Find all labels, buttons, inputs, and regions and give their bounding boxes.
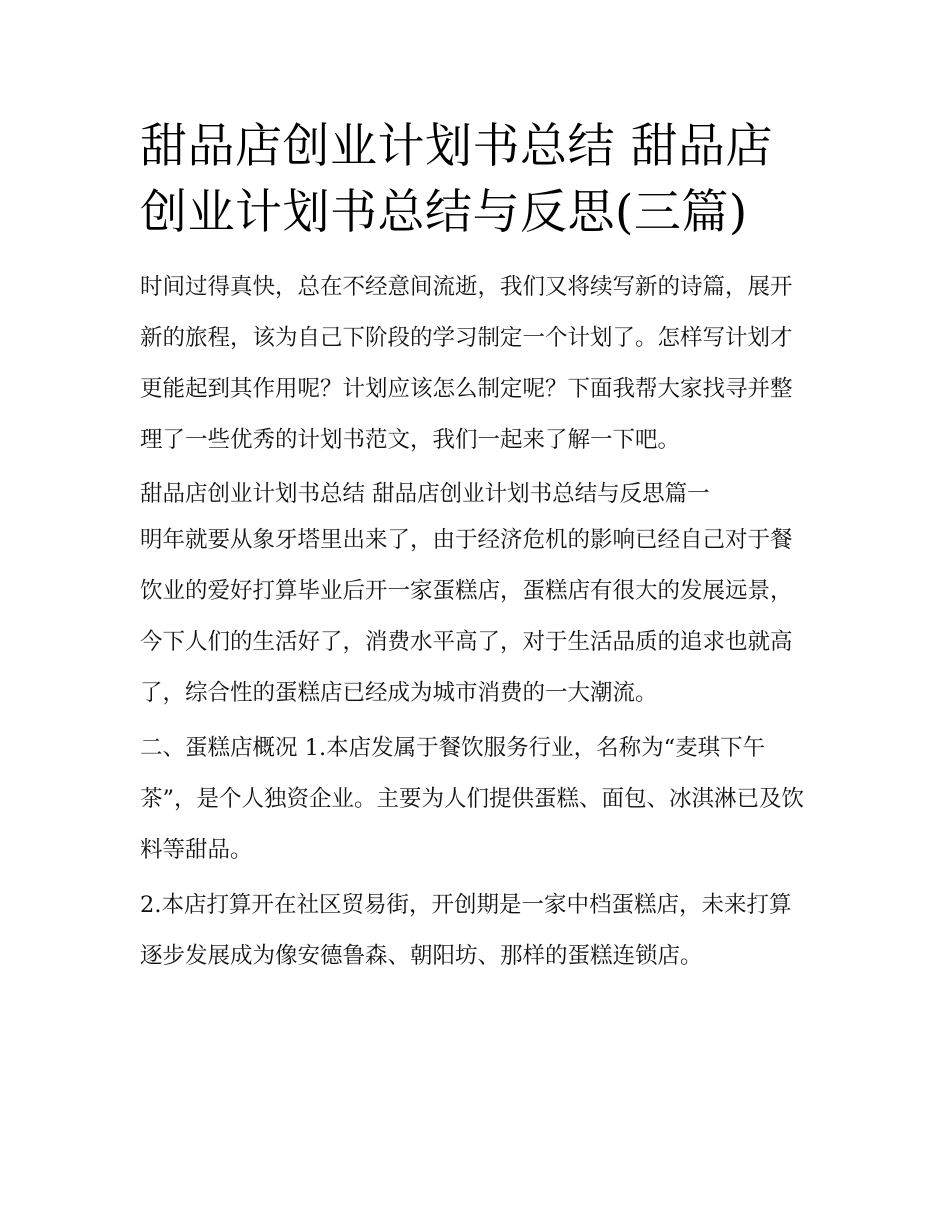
intro-paragraph: 时间过得真快，总在不经意间流逝，我们又将续写新的诗篇，展开新的旅程，该为自己下阶段的学习制定一个计划了。怎样写计划才更能起到其作用呢？计划应该怎么制定呢？下面我帮大家找寻并整理了一些优秀的计划书范文，我们一起来了解一下吧。 [140,274,793,453]
document-title: 甜品店创业计划书总结 甜品店创业计划书总结与反思(三篇) [140,119,773,240]
section-heading: 甜品店创业计划书总结 甜品店创业计划书总结与反思篇一 [140,481,710,507]
body-paragraph: 二、蛋糕店概况 1.本店发属于餐饮服务行业，名称为“麦琪下午茶”，是个人独资企业。主要为人们提供蛋糕、面包、冰淇淋已及饮料等甜品。 [140,735,805,863]
body-paragraph: 明年就要从象牙塔里出来了，由于经济危机的影响已经自己对于餐饮业的爱好打算毕业后开一家蛋糕店，蛋糕店有很大的发展远景，今下人们的生活好了，消费水平高了，对于生活品质的追求也就高了，综合性的蛋糕店已经成为城市消费的一大潮流。 [140,527,793,706]
body-paragraph: 2.本店打算开在社区贸易街，开创期是一家中档蛋糕店，未来打算逐步发展成为像安德鲁森、朝阳坊、那样的蛋糕连锁店。 [140,892,792,969]
document-body [140,114,812,982]
